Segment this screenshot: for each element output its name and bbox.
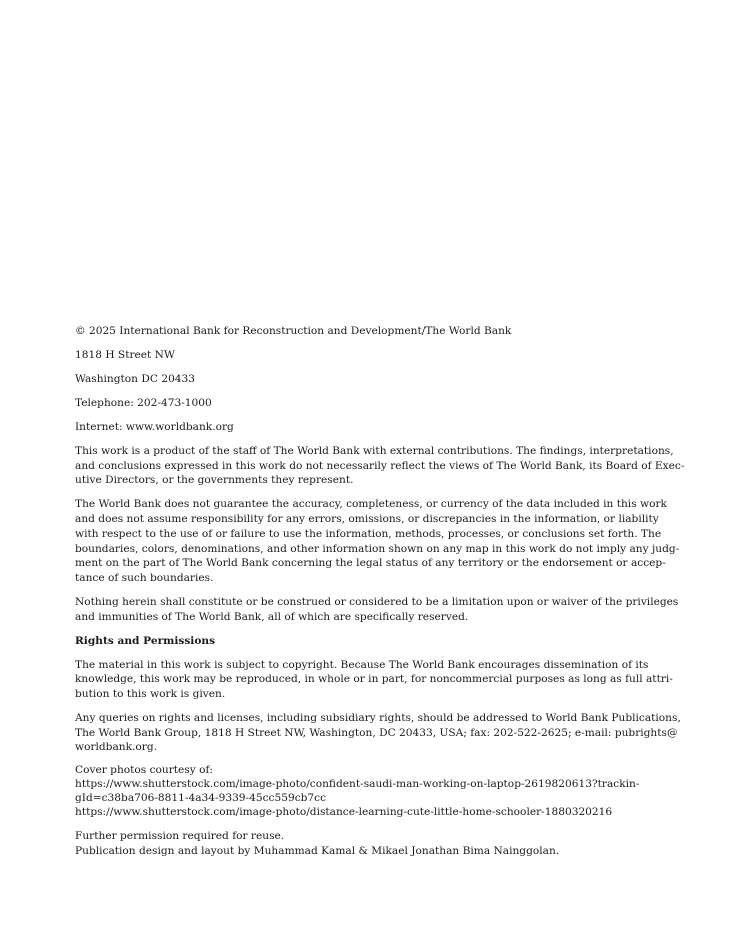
text-line: and immunities of The World Bank, all of which are specifically reserved. <box>75 610 469 623</box>
text-line: Nothing herein shall constitute or be construed or considered to be a limitation upon or waiver of the privileges <box>75 595 679 608</box>
accuracy-paragraph <box>75 497 680 585</box>
closing-paragraph <box>75 829 675 858</box>
text-line: tance of such boundaries. <box>75 571 214 584</box>
cover-link: https://www.shutterstock.com/image-photo/distance-learning-cute-little-home-schooler-1880320216 <box>75 806 613 819</box>
text-line: and does not assume responsibility for any errors, omissions, or discrepancies in the information, or liability <box>75 513 659 526</box>
text-line: Publication design and layout by Muhammad Kamal & Mikael Jonathan Bima Nainggolan. <box>75 845 560 858</box>
text-line: The World Bank does not guarantee the accuracy, completeness, or currency of the data included in this work <box>75 498 667 511</box>
text-line: This work is a product of the staff of The World Bank with external contributions. The findings, interpretations, <box>75 445 674 457</box>
copyright-paragraph <box>75 658 675 702</box>
text-line: bution to this work is given. <box>75 688 226 701</box>
internet: Internet: www.worldbank.org <box>75 421 234 433</box>
text-line: The material in this work is subject to copyright. Because The World Bank encourages dissemination of its <box>75 658 649 671</box>
copyright-line: © 2025 International Bank for Reconstruction and Development/The World Bank <box>75 325 512 337</box>
disclaimer-paragraph <box>75 444 685 488</box>
text-line: knowledge, this work may be reproduced, in whole or in part, for noncommercial purposes as long as full attri- <box>75 673 673 686</box>
cover-link: gId=c38ba706-8811-4a34-9339-45cc559cb7cc <box>75 792 327 805</box>
text-line: utive Directors, or the governments they represent. <box>75 474 354 487</box>
telephone: Telephone: 202-473-1000 <box>75 397 212 409</box>
text-line: The World Bank Group, 1818 H Street NW, Washington, DC 20433, USA; fax: 202-522-2625; e-mail: pubrights@ <box>75 726 678 739</box>
text-line: with respect to the use of or failure to use the information, methods, processes, or conclusions set forth. The <box>75 527 662 540</box>
queries-paragraph <box>75 711 681 755</box>
cover-credits <box>75 764 675 820</box>
text-line: Further permission required for reuse. <box>75 830 285 843</box>
text-line: Any queries on rights and licenses, including subsidiary rights, should be addressed to World Bank Publications, <box>75 712 681 725</box>
address-city: Washington DC 20433 <box>75 373 196 385</box>
copyright-page <box>75 324 685 868</box>
text-line: Cover photos courtesy of: <box>75 764 213 777</box>
text-line: ment on the part of The World Bank concerning the legal status of any territory or the endorsement or accep- <box>75 557 666 570</box>
text-line: and conclusions expressed in this work do not necessarily reflect the views of The World Bank, its Board of Exec- <box>75 459 685 472</box>
text-line: boundaries, colors, denominations, and other information shown on any map in this work do not imply any judg- <box>75 542 680 555</box>
cover-link: https://www.shutterstock.com/image-photo/confident-saudi-man-working-on-laptop-2619820613?trackin- <box>75 778 640 791</box>
address-street: 1818 H Street NW <box>75 349 175 361</box>
text-line: worldbank.org. <box>75 741 157 754</box>
rights-heading: Rights and Permissions <box>75 634 216 647</box>
privileges-paragraph <box>75 595 679 624</box>
